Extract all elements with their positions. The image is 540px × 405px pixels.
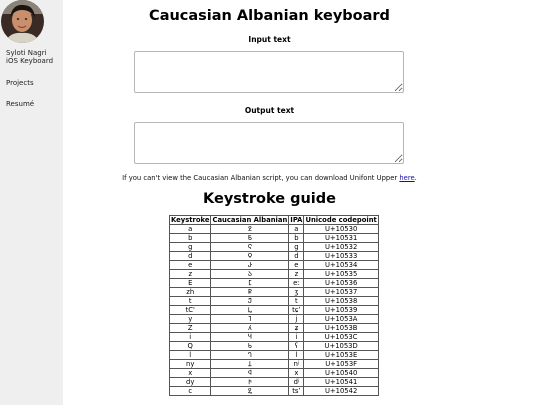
ipa-cell: j: [289, 315, 304, 324]
glyph-cell: 𐔸: [211, 297, 289, 306]
codepoint-cell: U+1053F: [304, 360, 378, 369]
avatar-image: [1, 0, 44, 43]
keystroke-cell: c: [170, 387, 211, 396]
output-textarea[interactable]: [134, 122, 404, 164]
header-caucasian-albanian: Caucasian Albanian: [212, 216, 288, 224]
codepoint-cell: U+10534: [304, 261, 378, 270]
ipa-cell: ʕ: [289, 342, 304, 351]
keystroke-cell: zh: [170, 288, 211, 297]
ipa-cell: ʑ: [289, 324, 304, 333]
codepoint-cell: U+10531: [304, 234, 378, 243]
glyph-cell: 𐔲: [211, 243, 289, 252]
table-row: [170, 279, 379, 288]
glyph-cell: 𐕂: [211, 387, 289, 396]
ipa-cell: i: [289, 333, 304, 342]
glyph-cell: 𐕀: [211, 369, 289, 378]
avatar[interactable]: [1, 0, 44, 43]
glyph-cell: 𐔶: [211, 279, 289, 288]
ipa-cell: tɕʼ: [289, 306, 304, 315]
table-header-row: [170, 216, 379, 225]
codepoint-cell: U+1053A: [304, 315, 378, 324]
codepoint-cell: U+10537: [304, 288, 378, 297]
keystroke-cell: g: [170, 243, 211, 252]
codepoint-cell: U+10532: [304, 243, 378, 252]
table-row: [170, 360, 379, 369]
ipa-cell: b: [289, 234, 304, 243]
codepoint-cell: U+10535: [304, 270, 378, 279]
output-label: Output text: [244, 106, 295, 115]
table-row: [170, 342, 379, 351]
table-row: [170, 306, 379, 315]
glyph-cell: 𐔱: [211, 234, 289, 243]
glyph-cell: 𐔷: [211, 288, 289, 297]
glyph-cell: 𐔴: [211, 261, 289, 270]
glyph-cell: 𐔹: [211, 306, 289, 315]
input-label: Input text: [248, 35, 291, 44]
ipa-cell: z: [289, 270, 304, 279]
table-row: [170, 252, 379, 261]
glyph-cell: 𐔳: [211, 252, 289, 261]
sidebar-item-label: Syloti Nagri iOS Keyboard: [6, 49, 54, 65]
codepoint-cell: U+1053E: [304, 351, 378, 360]
ipa-cell: x: [289, 369, 304, 378]
keystroke-table: [169, 215, 379, 396]
table-row: [170, 234, 379, 243]
header-ipa: IPA: [290, 216, 303, 224]
keystroke-cell: E: [170, 279, 211, 288]
font-note: [63, 174, 476, 182]
glyph-cell: 𐔵: [211, 270, 289, 279]
ipa-cell: e: [289, 261, 304, 270]
ipa-cell: eː: [289, 279, 304, 288]
sidebar-item-label: Resumé: [6, 100, 35, 108]
codepoint-cell: U+1053D: [304, 342, 378, 351]
keystroke-cell: l: [170, 351, 211, 360]
table-row: [170, 270, 379, 279]
ipa-cell: nʲ: [289, 360, 304, 369]
table-row: [170, 261, 379, 270]
codepoint-cell: U+1053B: [304, 324, 378, 333]
table-body: [170, 225, 379, 396]
font-note-text: If you can't view the Caucasian Albanian script, you can download Unifont Upper: [122, 174, 400, 182]
keystroke-cell: Q: [170, 342, 211, 351]
table-row: [170, 369, 379, 378]
keystroke-cell: b: [170, 234, 211, 243]
table-row: [170, 351, 379, 360]
glyph-cell: 𐔽: [211, 342, 289, 351]
codepoint-cell: U+10541: [304, 378, 378, 387]
codepoint-cell: U+10533: [304, 252, 378, 261]
ipa-cell: tsʼ: [289, 387, 304, 396]
keystroke-guide-title: Keystroke guide: [203, 191, 336, 207]
page-title: Caucasian Albanian keyboard: [149, 8, 390, 24]
table-row: [170, 225, 379, 234]
sidebar-item-projects[interactable]: [6, 79, 34, 87]
table-row: [170, 243, 379, 252]
glyph-cell: 𐕁: [211, 378, 289, 387]
glyph-cell: 𐔿: [211, 360, 289, 369]
table-row: [170, 387, 379, 396]
keystroke-cell: t: [170, 297, 211, 306]
codepoint-cell: U+10539: [304, 306, 378, 315]
keystroke-cell: a: [170, 225, 211, 234]
codepoint-cell: U+10540: [304, 369, 378, 378]
table-row: [170, 378, 379, 387]
table-row: [170, 315, 379, 324]
ipa-cell: l: [289, 351, 304, 360]
glyph-cell: 𐔰: [211, 225, 289, 234]
ipa-cell: a: [289, 225, 304, 234]
ipa-cell: d: [289, 252, 304, 261]
codepoint-cell: U+10536: [304, 279, 378, 288]
glyph-cell: 𐔻: [211, 324, 289, 333]
main-content: [63, 0, 540, 405]
glyph-cell: 𐔾: [211, 351, 289, 360]
keystroke-cell: y: [170, 315, 211, 324]
ipa-cell: t: [289, 297, 304, 306]
ipa-cell: g: [289, 243, 304, 252]
header-unicode-codepoint: Unicode codepoint: [305, 216, 377, 224]
keystroke-cell: i: [170, 333, 211, 342]
codepoint-cell: U+10542: [304, 387, 378, 396]
table-row: [170, 288, 379, 297]
input-textarea[interactable]: [134, 51, 404, 93]
glyph-cell: 𐔺: [211, 315, 289, 324]
table-row: [170, 324, 379, 333]
keystroke-cell: x: [170, 369, 211, 378]
unifont-download-link[interactable]: here: [399, 174, 415, 182]
codepoint-cell: U+10530: [304, 225, 378, 234]
sidebar-item-syloti-nagri[interactable]: [6, 49, 53, 65]
keystroke-cell: dy: [170, 378, 211, 387]
ipa-cell: ʒ: [289, 288, 304, 297]
keystroke-cell: d: [170, 252, 211, 261]
codepoint-cell: U+1053C: [304, 333, 378, 342]
keystroke-cell: ny: [170, 360, 211, 369]
keystroke-cell: z: [170, 270, 211, 279]
sidebar: [0, 0, 63, 405]
keystroke-cell: Z: [170, 324, 211, 333]
table-row: [170, 333, 379, 342]
ipa-cell: dʲ: [289, 378, 304, 387]
glyph-cell: 𐔼: [211, 333, 289, 342]
sidebar-item-resume[interactable]: [6, 100, 34, 108]
sidebar-item-label: Projects: [6, 79, 34, 87]
keystroke-cell: tC': [170, 306, 211, 315]
table-row: [170, 297, 379, 306]
font-note-suffix: .: [414, 174, 417, 182]
codepoint-cell: U+10538: [304, 297, 378, 306]
header-keystroke: Keystroke: [171, 216, 210, 224]
keystroke-cell: e: [170, 261, 211, 270]
